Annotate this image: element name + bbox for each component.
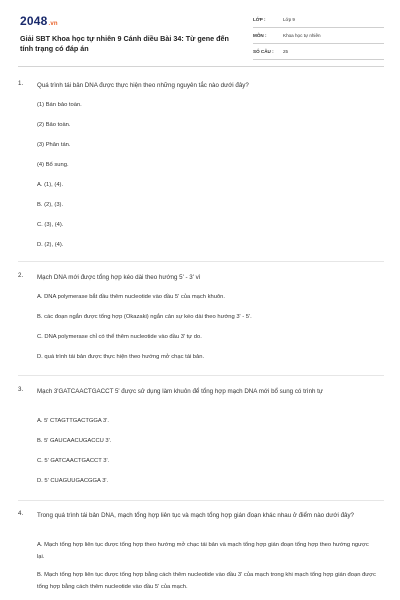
question-text: Quá trình tái bản DNA được thực hiện theo những nguyên tắc nào dưới đây? (37, 82, 249, 89)
answer-option-d[interactable]: D. quá trình tái bản được thực hiện theo hướng mở chạc tái bản. (37, 354, 205, 360)
question-number: 4. (18, 510, 24, 517)
answer-option-b[interactable]: B. Mạch tổng hợp liên tục được tổng hợp bằng cách thêm nucleotide vào đầu 3' của mạch trong khi mạch tổng hợp gián đoạn được tổng hợp bằng cách thêm nucleotide vào đầu 5' của mạch. (37, 572, 376, 590)
answer-option-b[interactable]: B. (2), (3). (37, 202, 64, 208)
answer-option-c[interactable]: C. DNA polymerase chỉ có thể thêm nucleotide vào đầu 3' tự do. (37, 334, 202, 340)
answer-option-b[interactable]: B. các đoạn ngắn được tổng hợp (Okazaki) ngắn cản sự kéo dài theo hướng 3' - 5'. (37, 314, 252, 320)
answer-option-b[interactable]: B. 5' GAUCAACUGACCU 3'. (37, 438, 112, 444)
meta-value-subject: Khoa học tự nhiên (283, 33, 321, 38)
answer-option-d[interactable]: D. (2), (4). (37, 242, 64, 248)
answer-option-d[interactable]: D. 5' CUAGUUGACGGA 3'. (37, 478, 109, 484)
question-number: 3. (18, 386, 24, 393)
meta-row-count (253, 48, 384, 60)
meta-row-class (253, 16, 384, 28)
site-logo[interactable] (20, 14, 58, 28)
question-text: Mạch DNA mới được tổng hợp kéo dài theo hướng 5' - 3' vì (37, 274, 201, 281)
header-divider (18, 66, 384, 67)
logo-suffix-text: .vn (48, 21, 58, 27)
question-text: Trong quá trình tái bản DNA, mạch tổng hợp liên tục và mạch tổng hợp gián đoạn khác nhau ở điểm nào dưới đây? (37, 512, 354, 519)
page-header (18, 12, 384, 64)
statement-3: (3) Phân tán. (37, 142, 71, 148)
answer-option-a[interactable]: A. DNA polymerase bắt đầu thêm nucleotide vào đầu 5' của mạch khuôn. (37, 294, 226, 300)
meta-label-count: SỐ CÂU : (253, 49, 274, 54)
meta-value-count: 25 (283, 49, 289, 54)
meta-label-class: LỚP : (253, 17, 266, 22)
statement-4: (4) Bổ sung. (37, 162, 69, 168)
answer-option-c[interactable]: C. (3), (4). (37, 222, 64, 228)
question-2 (18, 272, 384, 372)
question-separator (18, 375, 384, 376)
meta-row-subject (253, 32, 384, 44)
statement-1: (1) Bán bảo toàn. (37, 102, 82, 108)
logo-main-text: 2048 (20, 14, 48, 28)
document-meta (253, 16, 384, 64)
question-3 (18, 386, 384, 492)
question-text: Mạch 3'GATCAACTGACCT 5' được sử dụng làm khuôn để tổng hợp mạch DNA mới bổ sung có trình tự (37, 388, 324, 395)
question-4 (18, 510, 384, 598)
question-separator (18, 261, 384, 262)
question-separator (18, 500, 384, 501)
answer-option-a[interactable]: A. 5' CTAGTTGACTGGA 3'. (37, 418, 110, 424)
document-title: Giải SBT Khoa học tự nhiên 9 Cánh diều Bài 34: Từ gene đến tính trạng có đáp án (20, 34, 229, 53)
meta-label-subject: MÔN : (253, 33, 267, 38)
question-number: 2. (18, 272, 24, 279)
statement-2: (2) Bảo toàn. (37, 122, 71, 128)
meta-value-class: Lớp 9 (283, 17, 295, 22)
question-1 (18, 80, 384, 260)
question-number: 1. (18, 80, 24, 87)
answer-option-a[interactable]: A. Mạch tổng hợp liên tục được tổng hợp theo hướng mở chạc tái bản và mạch tổng hợp gián đoạn tổng hợp theo hướng ngược lại. (37, 542, 369, 560)
answer-option-a[interactable]: A. (1), (4). (37, 182, 64, 188)
answer-option-c[interactable]: C. 5' GATCAACTGACCT 3'. (37, 458, 110, 464)
